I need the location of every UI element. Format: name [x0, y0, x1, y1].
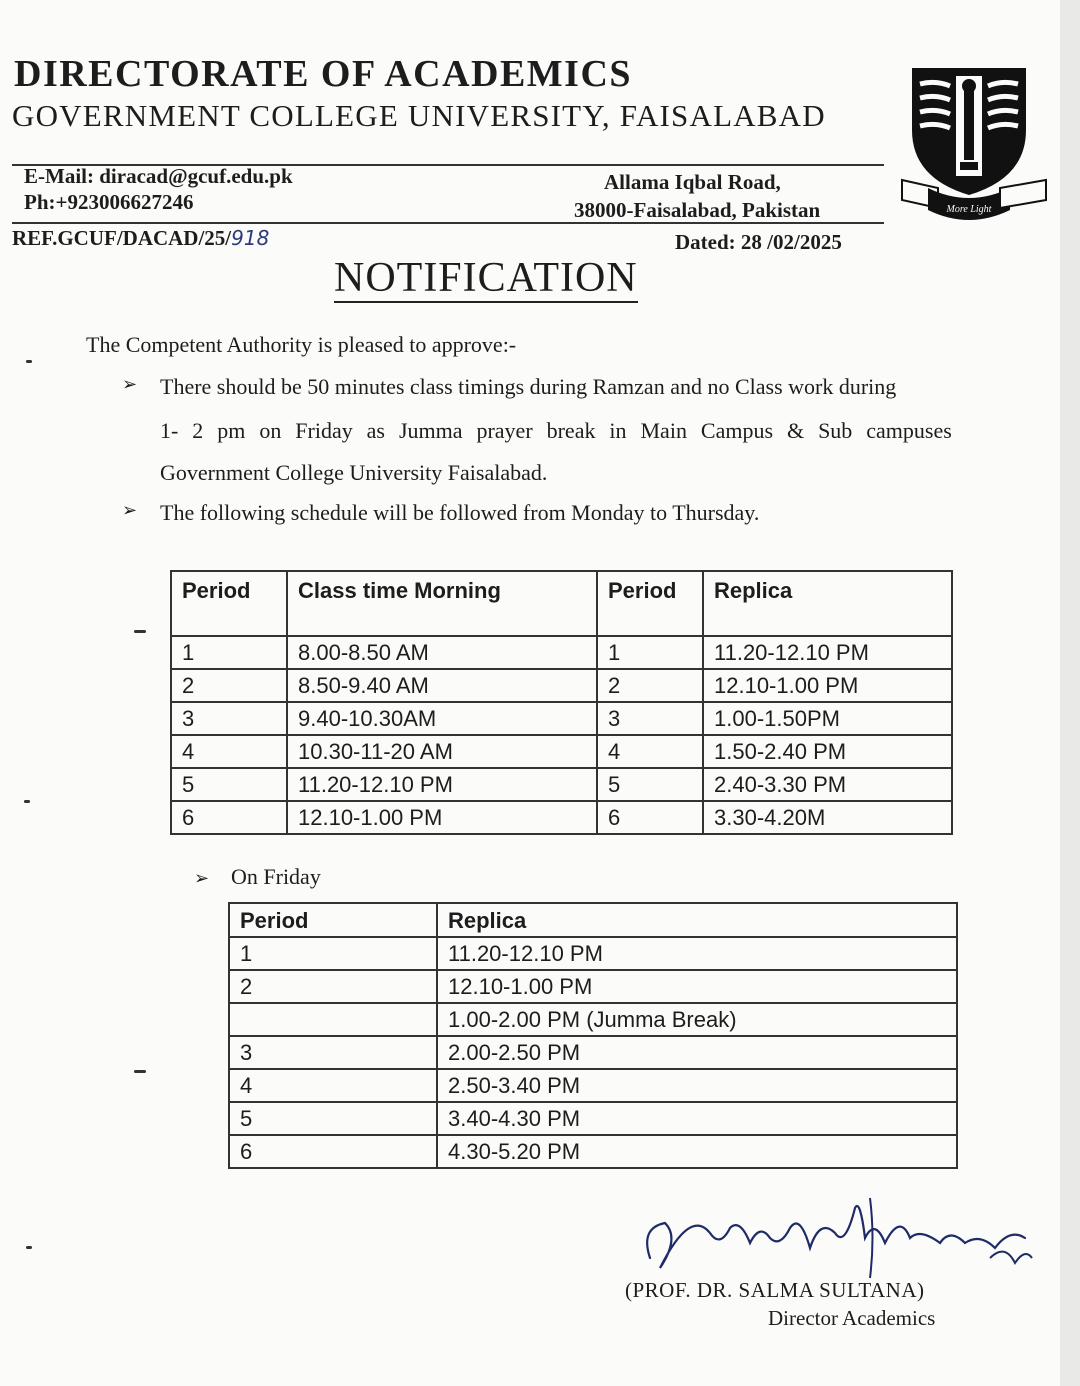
- table-cell: 3: [171, 702, 287, 735]
- table-cell: 1.00-2.00 PM (Jumma Break): [437, 1003, 957, 1036]
- page-edge: [1060, 0, 1080, 1386]
- table-cell: [229, 1003, 437, 1036]
- point1-line1: There should be 50 minutes class timings during Ramzan and no Class work during: [160, 374, 897, 399]
- crest-motto: More Light: [946, 204, 992, 215]
- table-header-row: [171, 571, 952, 636]
- table-cell: 2: [597, 669, 703, 702]
- table-cell: 5: [597, 768, 703, 801]
- table-cell: 5: [229, 1102, 437, 1135]
- notification-title: NOTIFICATION: [334, 255, 638, 301]
- table-cell: 8.50-9.40 AM: [287, 669, 597, 702]
- table-header-row: [229, 903, 957, 937]
- scan-mark: [134, 630, 146, 633]
- table-cell: 1: [229, 937, 437, 970]
- table-cell: 3: [229, 1036, 437, 1069]
- table-cell: 3.30-4.20M: [703, 801, 952, 834]
- table-cell: 2.40-3.30 PM: [703, 768, 952, 801]
- table-cell: 1.50-2.40 PM: [703, 735, 952, 768]
- reference-handwritten-number: 918: [231, 226, 270, 250]
- table-row: [229, 937, 957, 970]
- table-cell: 5: [171, 768, 287, 801]
- friday-schedule-table: [228, 902, 958, 1169]
- table-cell: 11.20-12.10 PM: [287, 768, 597, 801]
- table-row: [171, 669, 952, 702]
- table-cell: 1: [597, 636, 703, 669]
- header-cell: Period: [171, 571, 287, 636]
- table-cell: 3.40-4.30 PM: [437, 1102, 957, 1135]
- reference-number: [12, 226, 269, 251]
- table-cell: 6: [229, 1135, 437, 1168]
- table-row: [229, 1036, 957, 1069]
- arrow-bullet-icon: ➢: [122, 374, 138, 395]
- table-cell: 11.20-12.10 PM: [703, 636, 952, 669]
- table-cell: 12.10-1.00 PM: [437, 970, 957, 1003]
- header-subtitle: GOVERNMENT COLLEGE UNIVERSITY, FAISALABAD: [12, 98, 826, 133]
- table-cell: 8.00-8.50 AM: [287, 636, 597, 669]
- table-cell: 12.10-1.00 PM: [703, 669, 952, 702]
- table-cell: 11.20-12.10 PM: [437, 937, 957, 970]
- table-cell: 4.30-5.20 PM: [437, 1135, 957, 1168]
- arrow-bullet-icon: ➢: [194, 868, 210, 889]
- phone-text: Ph:+923006627246: [24, 190, 194, 214]
- table-cell: 1: [171, 636, 287, 669]
- weekday-schedule-table: [170, 570, 953, 835]
- table-cell: 10.30-11-20 AM: [287, 735, 597, 768]
- table-cell: 6: [597, 801, 703, 834]
- table-cell: 2.50-3.40 PM: [437, 1069, 957, 1102]
- signatory-name: (PROF. DR. SALMA SULTANA): [625, 1278, 925, 1302]
- table-cell: 9.40-10.30AM: [287, 702, 597, 735]
- intro-text: The Competent Authority is pleased to approve:-: [86, 332, 517, 357]
- table-row: [171, 735, 952, 768]
- header-title: DIRECTORATE OF ACADEMICS: [14, 53, 633, 95]
- signatory-title: Director Academics: [768, 1306, 936, 1330]
- header-cell: Period: [597, 571, 703, 636]
- table-cell: 4: [597, 735, 703, 768]
- table-cell: 1.00-1.50PM: [703, 702, 952, 735]
- table-row: [229, 1102, 957, 1135]
- table-row: [229, 1069, 957, 1102]
- scan-mark: [26, 360, 32, 363]
- header-cell: Replica: [437, 903, 957, 937]
- arrow-bullet-icon: ➢: [122, 500, 138, 521]
- on-friday-label: On Friday: [231, 864, 321, 889]
- table-cell: 4: [171, 735, 287, 768]
- dated-text: Dated: 28 /02/2025: [675, 230, 842, 254]
- table-row: [229, 970, 957, 1003]
- table-cell: 12.10-1.00 PM: [287, 801, 597, 834]
- university-crest-logo: [898, 60, 1050, 230]
- scan-mark: [134, 1070, 146, 1073]
- scan-mark: [24, 800, 30, 803]
- table-row: [229, 1003, 957, 1036]
- address-line-2: 38000-Faisalabad, Pakistan: [574, 198, 821, 222]
- email-text: E-Mail: diracad@gcuf.edu.pk: [24, 164, 293, 188]
- table-row: [171, 636, 952, 669]
- table-cell: 4: [229, 1069, 437, 1102]
- address-line-1: Allama Iqbal Road,: [604, 170, 781, 194]
- table-cell: 6: [171, 801, 287, 834]
- table-row: [229, 1135, 957, 1168]
- table-cell: 2.00-2.50 PM: [437, 1036, 957, 1069]
- table-cell: 2: [171, 669, 287, 702]
- reference-prefix: REF.GCUF/DACAD/25/: [12, 226, 232, 250]
- point2-text: The following schedule will be followed from Monday to Thursday.: [160, 500, 760, 525]
- header-rule-bottom: [12, 222, 884, 224]
- header-cell: Class time Morning: [287, 571, 597, 636]
- table-cell: 2: [229, 970, 437, 1003]
- table-row: [171, 801, 952, 834]
- table-row: [171, 768, 952, 801]
- table-cell: 3: [597, 702, 703, 735]
- point1-line3: Government College University Faisalabad.: [160, 460, 548, 485]
- header-cell: Replica: [703, 571, 952, 636]
- table-row: [171, 702, 952, 735]
- point1-line2: 1- 2 pm on Friday as Jumma prayer break in Main Campus & Sub campuses: [160, 418, 952, 443]
- header-cell: Period: [229, 903, 437, 937]
- scan-mark: [26, 1246, 32, 1249]
